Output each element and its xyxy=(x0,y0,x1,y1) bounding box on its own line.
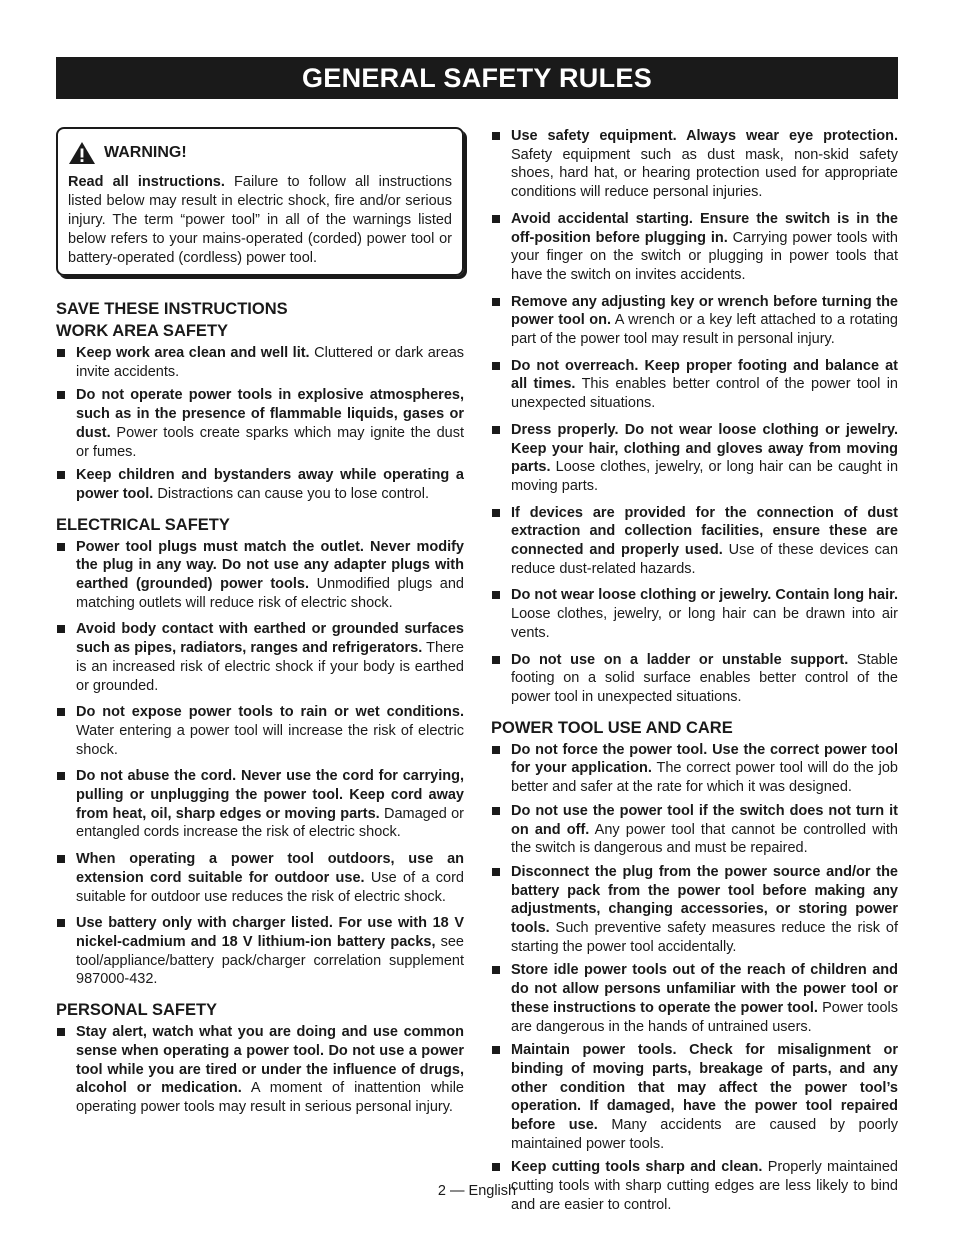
list-item xyxy=(56,850,464,906)
rule-lead: Do not expose power tools to rain or wet conditions. xyxy=(76,704,464,721)
rule-text: There is an increased risk of electric shock if your body is earthed or grounded. xyxy=(76,640,464,694)
rule-lead: Use safety equipment. Always wear eye protection. xyxy=(511,128,898,144)
page-title: GENERAL SAFETY RULES xyxy=(301,62,653,93)
warning-lead: Read all instructions. xyxy=(68,174,225,190)
rule-lead: Disconnect the plug from the power source and/or the battery pack from the power tool before making any adjustments, changing accessories, or storing power tools. xyxy=(511,863,898,937)
warning-text xyxy=(68,173,452,268)
rule-text: Cluttered or dark areas invite accidents. xyxy=(76,345,465,380)
rule-lead: Keep work area clean and well lit. xyxy=(76,345,310,361)
list-item xyxy=(491,210,898,285)
list-item xyxy=(491,741,898,797)
rule-lead: Do not use on a ladder or unstable support. xyxy=(511,651,849,668)
rule-lead: Do not overreach. Keep proper footing and balance at all times. xyxy=(511,357,898,393)
list-item xyxy=(56,914,464,989)
list-item xyxy=(56,703,464,759)
power-tool-heading: POWER TOOL USE AND CARE xyxy=(491,718,733,737)
rule-lead: Do not operate power tools in explosive atmospheres, such as in the presence of flammable liquids, gases or dust. xyxy=(76,387,464,441)
rule-text: Use of a cord suitable for outdoor use reduces the risk of electric shock. xyxy=(76,869,464,905)
page-title-bar xyxy=(56,57,898,99)
rule-lead: Do not wear loose clothing or jewelry. Contain long hair. xyxy=(511,587,898,604)
personal-heading: PERSONAL SAFETY xyxy=(56,1001,218,1020)
rule-lead: When operating a power tool outdoors, use an extension cord suitable for outdoor use. xyxy=(76,851,464,886)
list-item xyxy=(56,767,464,842)
rule-text: Stable footing on a solid surface enables better control of the power tool in unexpected situations. xyxy=(511,651,898,705)
rule-text: Loose clothes, jewelry, or long hair can be drawn into air vents. xyxy=(511,606,898,641)
list-item xyxy=(491,357,898,413)
warning-body-text: Failure to follow all instructions listed below may result in electric shock, fire and/or serious injury. The term “power tool” in all of the warnings listed below refers to your mains-operated (corded) power tool or battery-operated (cordless) power tool. xyxy=(68,174,452,266)
list-item xyxy=(56,386,464,461)
electrical-list xyxy=(56,538,464,989)
save-instructions-heading: SAVE THESE INSTRUCTIONS xyxy=(56,300,288,318)
rule-text: Any power tool that cannot be controlled with the switch is dangerous and must be repaired. xyxy=(511,821,898,857)
list-item xyxy=(491,504,898,579)
list-item xyxy=(491,586,898,642)
rule-text: Properly maintained cutting tools with sharp cutting edges are less likely to bind and are easier to control. xyxy=(511,1159,898,1213)
rule-text: Such preventive safety measures reduce the risk of starting the power tool accidentally. xyxy=(511,920,899,955)
personal-list-left xyxy=(56,1023,464,1117)
left-column xyxy=(56,127,464,1125)
rule-lead: Avoid body contact with earthed or grounded surfaces such as pipes, radiators, ranges and refrigerators. xyxy=(76,621,464,657)
rule-text: This enables better control of the power tool in unexpected situations. xyxy=(511,376,898,412)
list-item xyxy=(56,1023,464,1117)
rule-lead: Dress properly. Do not wear loose clothing or jewelry. Keep your hair, clothing and gloves away from moving parts. xyxy=(511,421,898,476)
rule-text: Use of these devices can reduce dust-related hazards. xyxy=(511,542,899,577)
rule-text: Power tools are dangerous in the hands of untrained users. xyxy=(511,999,898,1035)
rule-text: Carrying power tools with your finger on the switch or plugging in power tools that have the switch on invites accidents. xyxy=(511,229,898,283)
rule-lead: Do not use the power tool if the switch does not turn it on and off. xyxy=(511,802,898,838)
list-item xyxy=(491,802,898,858)
list-item xyxy=(491,863,898,957)
rule-lead: Do not force the power tool. Use the correct power tool for your application. xyxy=(511,741,898,777)
rule-lead: Power tool plugs must match the outlet. Never modify the plug in any way. Do not use any adapter plugs with earthed (grounded) power tools. xyxy=(76,538,464,593)
warning-triangle-icon xyxy=(68,141,96,165)
warning-heading: WARNING! xyxy=(104,144,187,161)
work-area-list xyxy=(56,344,464,504)
rule-lead: Stay alert, watch what you are doing and use common sense when operating a power tool. Do not use a power tool while you are tired or under the influence of drugs, alcohol or medication. xyxy=(76,1024,464,1097)
rule-text: A moment of inattention while operating power tools may result in serious personal injury. xyxy=(76,1080,464,1115)
rule-text: Water entering a power tool will increase the risk of electric shock. xyxy=(76,722,464,758)
rule-text: The correct power tool will do the job better and safer at the rate for which it was designed. xyxy=(511,760,898,796)
rule-text: A wrench or a key left attached to a rotating part of the power tool may result in personal injury. xyxy=(511,312,898,348)
list-item xyxy=(56,538,464,613)
work-area-heading: WORK AREA SAFETY xyxy=(56,322,229,340)
personal-list-right xyxy=(491,127,898,707)
rule-text: Safety equipment such as dust mask, non-skid safety shoes, hard hat, or hearing protection used for appropriate conditions will reduce personal injuries. xyxy=(511,146,898,201)
warning-box xyxy=(56,127,464,276)
list-item xyxy=(56,620,464,695)
rule-lead: If devices are provided for the connection of dust extraction and collection facilities, ensure these are connected and properly used. xyxy=(511,504,898,559)
rule-text: Many accidents are caused by poorly maintained power tools. xyxy=(511,1117,899,1152)
rule-text: Power tools create sparks which may ignite the dust or fumes. xyxy=(76,424,465,460)
rule-lead: Store idle power tools out of the reach of children and do not allow persons unfamiliar with the power tool or these instructions to operate the power tool. xyxy=(511,962,898,1016)
rule-lead: Use battery only with charger listed. For use with 18 V nickel-cadmium and 18 V lithium-ion battery packs, xyxy=(76,915,464,950)
rule-text: Damaged or entangled cords increase the risk of electric shock. xyxy=(76,805,465,841)
rule-text: Loose clothes, jewelry, or long hair can be caught in moving parts. xyxy=(511,459,899,494)
rule-lead: Maintain power tools. Check for misalignment or binding of moving parts, breakage of parts, and any other condition that may affect the power tool’s operation. If damaged, have the power tool repaired before use. xyxy=(511,1042,898,1134)
electrical-heading: ELECTRICAL SAFETY xyxy=(56,515,230,534)
list-item xyxy=(56,344,464,381)
rule-lead: Keep cutting tools sharp and clean. xyxy=(511,1159,763,1176)
page-footer: 2 — English xyxy=(437,1183,517,1199)
power-tool-list xyxy=(491,741,898,1215)
rule-text: Unmodified plugs and matching outlets will reduce risk of electric shock. xyxy=(76,576,464,611)
rule-lead: Avoid accidental starting. Ensure the switch is in the off-position before plugging in. xyxy=(511,210,898,246)
right-column xyxy=(491,127,898,1220)
rule-text: Distractions can cause you to lose control. xyxy=(157,485,429,502)
rule-lead: Keep children and bystanders away while operating a power tool. xyxy=(76,467,464,502)
list-item xyxy=(491,1041,898,1153)
list-item xyxy=(491,961,898,1036)
rule-lead: Do not abuse the cord. Never use the cord for carrying, pulling or unplugging the power tool. Keep cord away from heat, oil, sharp edges or moving parts. xyxy=(76,768,464,822)
list-item xyxy=(56,466,464,503)
rule-text: see tool/appliance/battery pack/charger correlation supplement 987000-432. xyxy=(76,933,464,988)
rule-lead: Remove any adjusting key or wrench before turning the power tool on. xyxy=(511,293,898,329)
list-item xyxy=(491,293,898,349)
list-item xyxy=(491,651,898,707)
warning-header xyxy=(68,141,452,165)
list-item xyxy=(491,421,898,496)
list-item xyxy=(491,127,898,202)
